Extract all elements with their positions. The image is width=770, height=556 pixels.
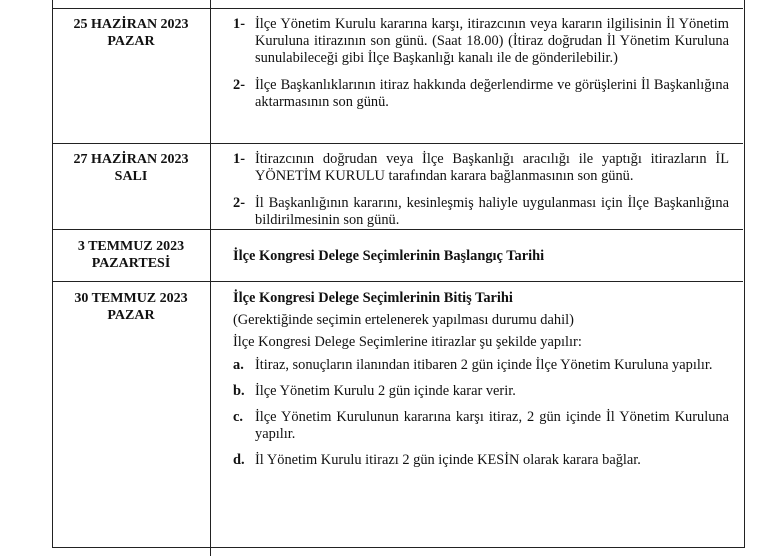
row3-date: 3 TEMMUZ 2023	[77, 239, 185, 254]
row3-day: PAZARTESİ	[91, 256, 171, 271]
row2-item-1	[233, 151, 729, 185]
row2-day: SALI	[114, 169, 148, 184]
row1-day: PAZAR	[107, 34, 155, 49]
row2-content	[233, 151, 729, 229]
item-text: İtiraz, sonuçların ilanından itibaren 2 gün içinde İlçe Yönetim Kuruluna yapılır.	[255, 357, 713, 373]
row4-item-b	[233, 383, 729, 400]
row2-date: 27 HAZİRAN 2023	[73, 152, 189, 167]
item-text: İl Başkanlığının kararını, kesinleşmiş haliyle uygulanması için İlçe Başkanlığına bildirilmesinin son günü.	[255, 195, 729, 228]
row1-item-2	[233, 77, 729, 111]
item-number: 1-	[233, 16, 245, 32]
item-number: 1-	[233, 151, 245, 167]
row-divider	[52, 143, 743, 144]
row4-date: 30 TEMMUZ 2023	[74, 291, 188, 306]
item-letter: a.	[233, 357, 244, 373]
row4-intro: İlçe Kongresi Delege Seçimlerine itirazlar şu şekilde yapılır:	[233, 334, 582, 350]
row4-item-a	[233, 357, 729, 374]
item-text: İlçe Yönetim Kurulunun kararına karşı itiraz, 2 gün içinde İl Yönetim Kuruluna yapılır.	[255, 409, 729, 442]
row-divider	[52, 281, 743, 282]
item-letter: d.	[233, 452, 245, 468]
item-text: İlçe Başkanlıklarının itiraz hakkında değerlendirme ve görüşlerini İl Başkanlığına aktarmasının son günü.	[255, 77, 729, 110]
row4-item-d	[233, 452, 729, 469]
row1-content	[233, 16, 729, 111]
row1-date-cell	[52, 16, 210, 50]
row2-date-cell	[52, 151, 210, 185]
item-number: 2-	[233, 195, 245, 211]
item-number: 2-	[233, 77, 245, 93]
row1-item-1	[233, 16, 729, 67]
cropped-text-fragment	[248, 0, 368, 4]
row3-date-cell	[52, 238, 210, 272]
item-text: İlçe Yönetim Kurulu kararına karşı, itirazcının veya kararın ilgilisinin İl Yönetim Kuruluna itirazının son günü. (Saat 18.00) (İtiraz doğrudan İl Yönetim Kuruluna sunulabileceği gibi İlçe Başkanlığı kanalı ile de gönderilebilir.)	[255, 16, 729, 66]
item-text: İtirazcının doğrudan veya İlçe Başkanlığı aracılığı ile yaptığı itirazların İL YÖNETİM KURULU tarafından karara bağlanmasının son günü.	[255, 151, 729, 184]
row4-day: PAZAR	[107, 308, 155, 323]
item-letter: b.	[233, 383, 245, 399]
row3-heading: İlçe Kongresi Delege Seçimlerinin Başlangıç Tarihi	[233, 248, 545, 264]
item-text: İlçe Yönetim Kurulu 2 gün içinde karar verir.	[255, 383, 516, 399]
row-divider	[52, 229, 743, 230]
row4-note: (Gerektiğinde seçimin ertelenerek yapılması durumu dahil)	[233, 312, 574, 328]
row4-heading: İlçe Kongresi Delege Seçimlerinin Bitiş Tarihi	[233, 290, 513, 306]
row2-item-2	[233, 195, 729, 229]
row-divider	[52, 8, 743, 9]
row1-date: 25 HAZİRAN 2023	[73, 17, 189, 32]
row4-date-cell	[52, 290, 210, 324]
column-divider	[210, 0, 211, 556]
item-letter: c.	[233, 409, 243, 425]
row4-content	[233, 290, 729, 469]
row4-item-c	[233, 409, 729, 443]
item-text: İl Yönetim Kurulu itirazı 2 gün içinde KESİN olarak karara bağlar.	[255, 452, 641, 468]
